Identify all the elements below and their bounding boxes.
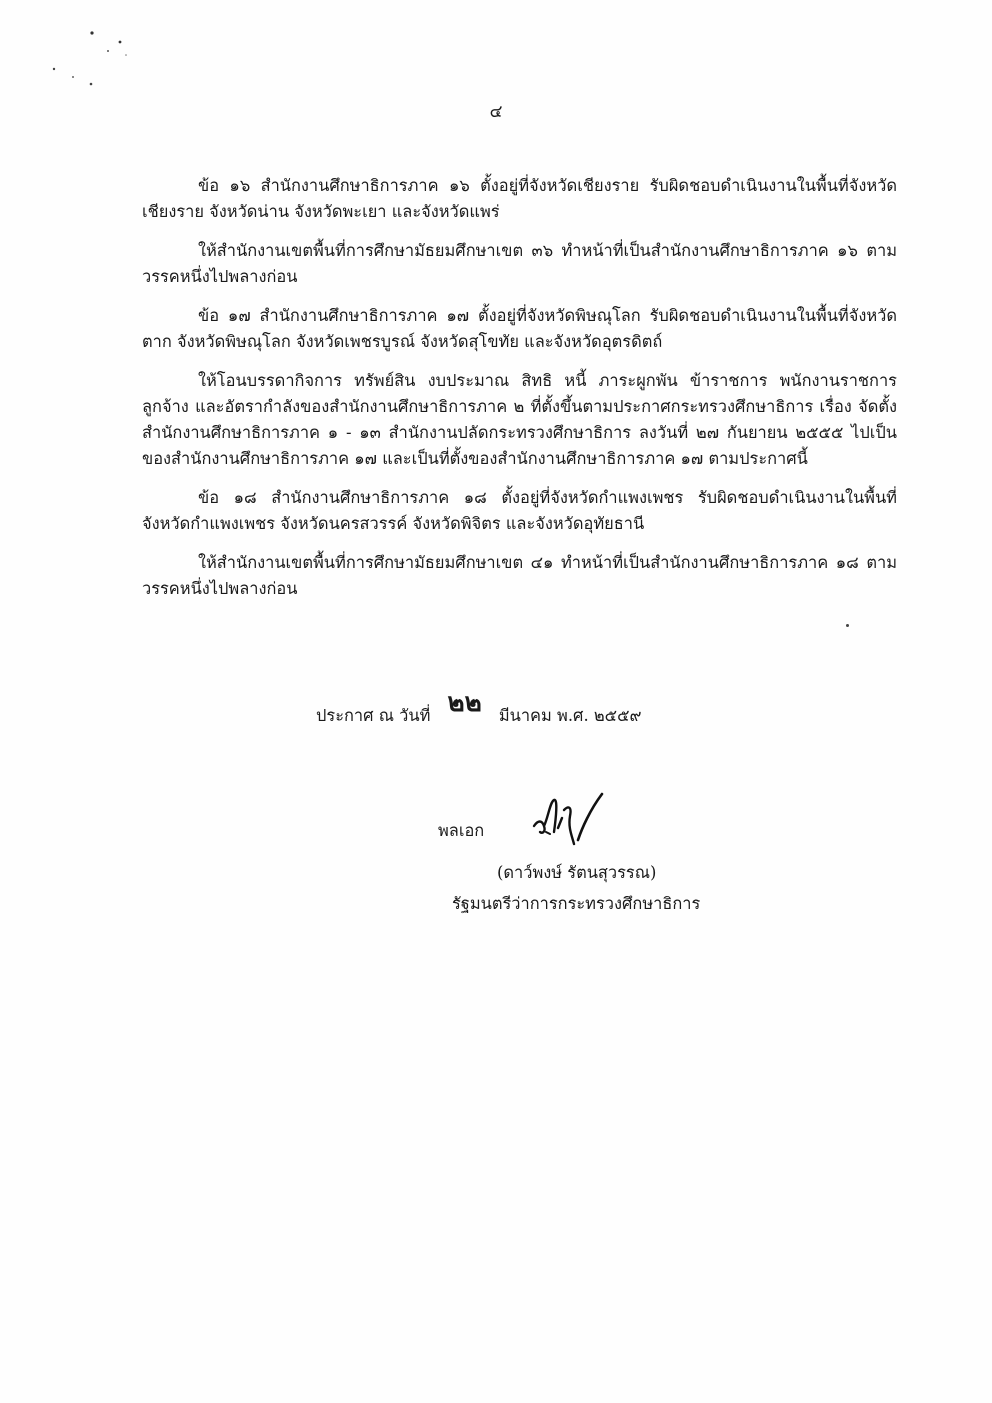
paragraph-article-17: ข้อ ๑๗ สำนักงานศึกษาธิการภาค ๑๗ ตั้งอยู่ที่จังหวัดพิษณุโลก รับผิดชอบดำเนินงานในพื้นที่จังหวัดตาก จังหวัดพิษณุโลก จังหวัดเพชรบูรณ์ จังหวัดสุโขทัย และจังหวัดอุตรดิตถ์ [142, 306, 897, 351]
signer-rank: พลเอก [438, 821, 485, 840]
signer-title: รัฐมนตรีว่าการกระทรวงศึกษาธิการ [452, 894, 701, 913]
paragraph-article-16-interim: ให้สำนักงานเขตพื้นที่การศึกษามัธยมศึกษาเขต ๓๖ ทำหน้าที่เป็นสำนักงานศึกษาธิการภาค ๑๖ ตามวรรคหนึ่งไปพลางก่อน [142, 241, 897, 286]
date-prefix: ประกาศ ณ วันที่ [316, 706, 431, 725]
paragraph-article-16: ข้อ ๑๖ สำนักงานศึกษาธิการภาค ๑๖ ตั้งอยู่ที่จังหวัดเชียงราย รับผิดชอบดำเนินงานในพื้นที่จังหวัดเชียงราย จังหวัดน่าน จังหวัดพะเยา และจังหวัดแพร่ [142, 176, 897, 221]
paragraph-article-18: ข้อ ๑๘ สำนักงานศึกษาธิการภาค ๑๘ ตั้งอยู่ที่จังหวัดกำแพงเพชร รับผิดชอบดำเนินงานในพื้นที่จังหวัดกำแพงเพชร จังหวัดนครสวรรค์ จังหวัดพิจิตร และจังหวัดอุทัยธานี [142, 488, 897, 533]
paragraph-article-18-interim: ให้สำนักงานเขตพื้นที่การศึกษามัธยมศึกษาเขต ๔๑ ทำหน้าที่เป็นสำนักงานศึกษาธิการภาค ๑๘ ตามวรรคหนึ่งไปพลางก่อน [142, 553, 897, 598]
announcement-date [316, 688, 642, 729]
scan-specks [40, 25, 150, 95]
paragraph-article-17-transfer: ให้โอนบรรดากิจการ ทรัพย์สิน งบประมาณ สิทธิ หนี้ ภาระผูกพัน ข้าราชการ พนักงานราชการ ลูกจ้าง และอัตรากำลังของสำนักงานศึกษาธิการภาค ๒ ที่ตั้งขึ้นตามประกาศกระทรวงศึกษาธิการ เรื่อง จัดตั้งสำนักงานศึกษาธิการภาค ๑ - ๑๓ สำนักงานปลัดกระทรวงศึกษาธิการ ลงวันที่ ๒๗ กันยายน ๒๕๕๕ ไปเป็นของสำนักงานศึกษาธิการภาค ๑๗ และเป็นที่ตั้งของสำนักงานศึกษาธิการภาค ๑๗ ตามประกาศนี้ [142, 371, 897, 468]
stray-dot [846, 624, 849, 627]
date-suffix: มีนาคม พ.ศ. ๒๕๕๙ [498, 706, 642, 725]
handwritten-signature [532, 788, 612, 850]
signer-name: (ดาว์พงษ์ รัตนสุวรรณ) [497, 863, 657, 882]
date-day-handwritten: ๒๒ [447, 688, 482, 718]
document-body [142, 173, 897, 615]
page-number: ๔ [489, 102, 503, 122]
